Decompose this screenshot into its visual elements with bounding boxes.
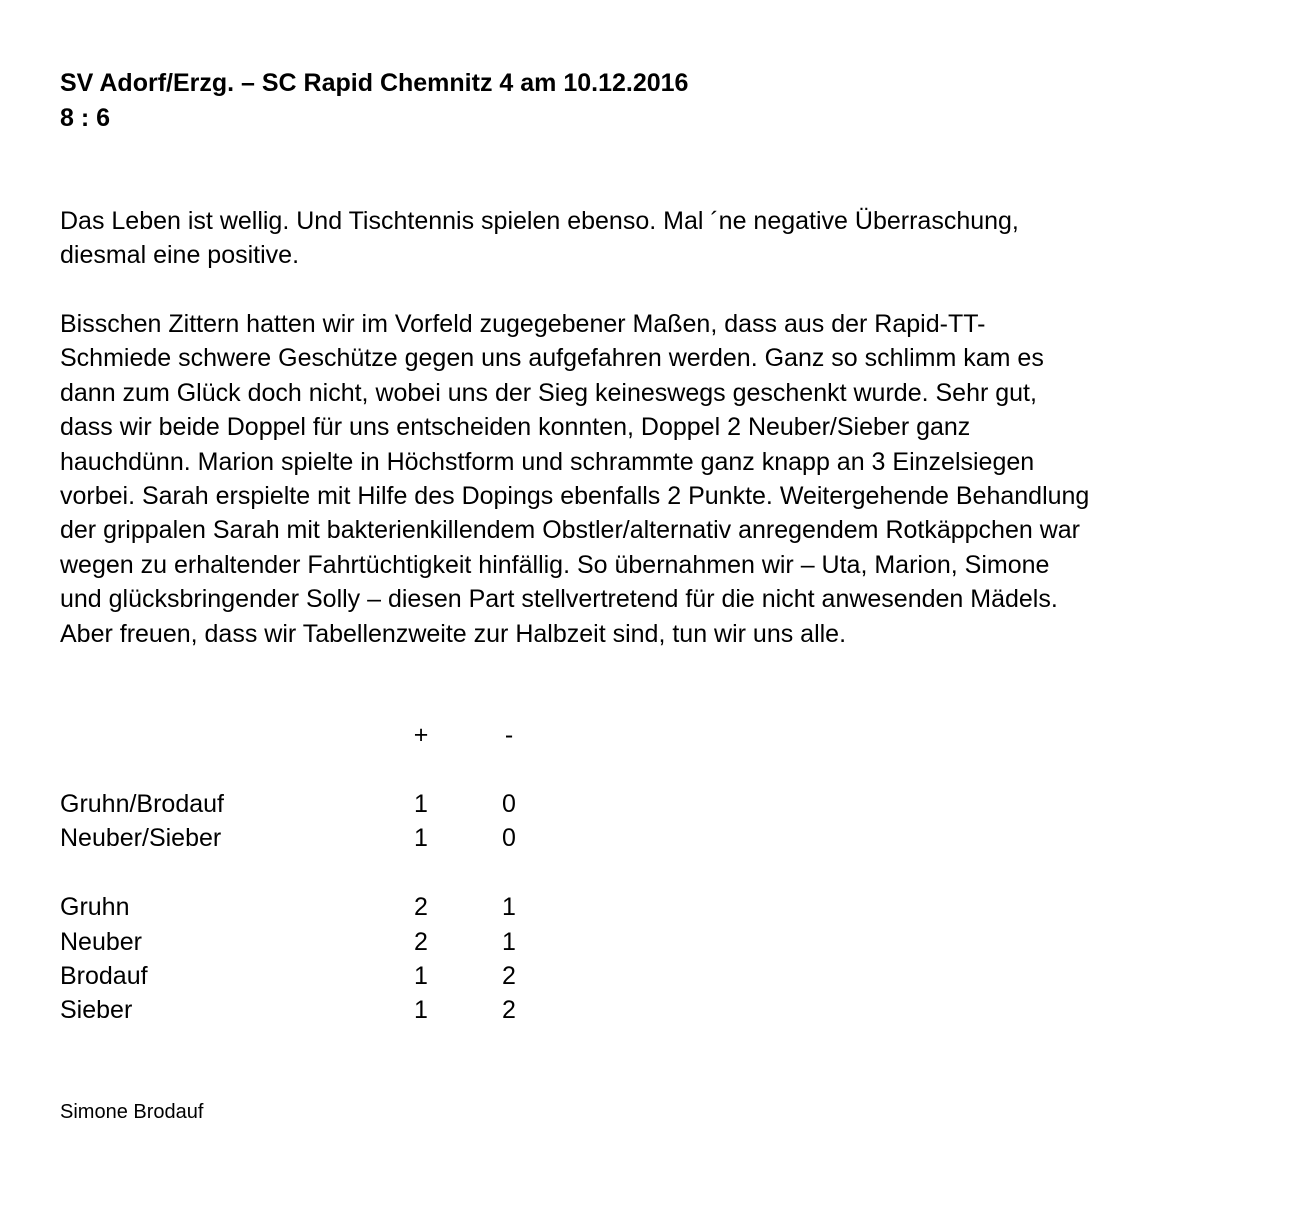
wins-value: 1 [414,996,428,1024]
losses-value: 2 [502,996,516,1024]
wins-value: 2 [414,928,428,956]
singles-row [60,993,560,1027]
wins-value: 1 [414,824,428,852]
report-paragraph [60,307,1089,651]
report-line: hauchdünn. Marion spielte in Höchstform und schrammte ganz knapp an 3 Einzelsiegen [60,447,1035,476]
report-line: und glücksbringender Solly – diesen Part stellvertretend für die nicht anwesenden Mädels. [60,585,1058,614]
report-line: vorbei. Sarah erspielte mit Hilfe des Dopings ebenfalls 2 Punkte. Weitergehende Behandlung [60,481,1090,510]
player-name: Gruhn/Brodauf [60,790,224,818]
results-header-row [60,718,560,752]
player-name: Brodauf [60,962,148,990]
player-name: Sieber [60,996,133,1024]
report-line: der grippalen Sarah mit bakterienkillendem Obstler/alternativ anregendem Rotkäppchen war [60,516,1080,545]
report-line: wegen zu erhaltender Fahrtüchtigkeit hinfällig. So übernahmen wir – Uta, Marion, Simone [60,550,1050,579]
report-line: Bisschen Zittern hatten wir im Vorfeld zugegebener Maßen, dass aus der Rapid-TT- [60,310,986,338]
report-line: Schmiede schwere Geschütze gegen uns aufgefahren werden. Ganz so schlimm kam es [60,344,1044,373]
doubles-row [60,787,560,821]
singles-row [60,925,560,959]
losses-value: 0 [502,790,516,818]
minus-column-header: - [504,721,514,749]
losses-value: 1 [502,893,516,921]
match-title: SV Adorf/Erzg. – SC Rapid Chemnitz 4 am 10.12.2016 [60,69,689,97]
report-line: Aber freuen, dass wir Tabellenzweite zur Halbzeit sind, tun wir uns alle. [60,619,847,648]
wins-value: 1 [414,790,428,818]
doubles-row [60,821,560,855]
intro-line: diesmal eine positive. [60,241,300,270]
match-score: 8 : 6 [60,104,111,132]
player-name: Neuber/Sieber [60,824,222,852]
losses-value: 0 [502,824,516,852]
author-signature: Simone Brodauf [60,1101,204,1123]
player-name: Gruhn [60,893,130,921]
singles-row [60,890,560,924]
wins-value: 2 [414,893,428,921]
singles-row [60,959,560,993]
intro-line: Das Leben ist wellig. Und Tischtennis spielen ebenso. Mal ´ne negative Überraschung, [60,207,1019,235]
intro-paragraph [60,204,1019,273]
report-line: dann zum Glück doch nicht, wobei uns der Sieg keineswegs geschenkt wurde. Sehr gut, [60,378,1037,407]
report-line: dass wir beide Doppel für uns entscheiden konnten, Doppel 2 Neuber/Sieber ganz [60,413,971,442]
losses-value: 1 [502,928,516,956]
player-name: Neuber [60,928,142,956]
losses-value: 2 [502,962,516,990]
wins-value: 1 [414,962,428,990]
plus-column-header: + [413,721,429,749]
